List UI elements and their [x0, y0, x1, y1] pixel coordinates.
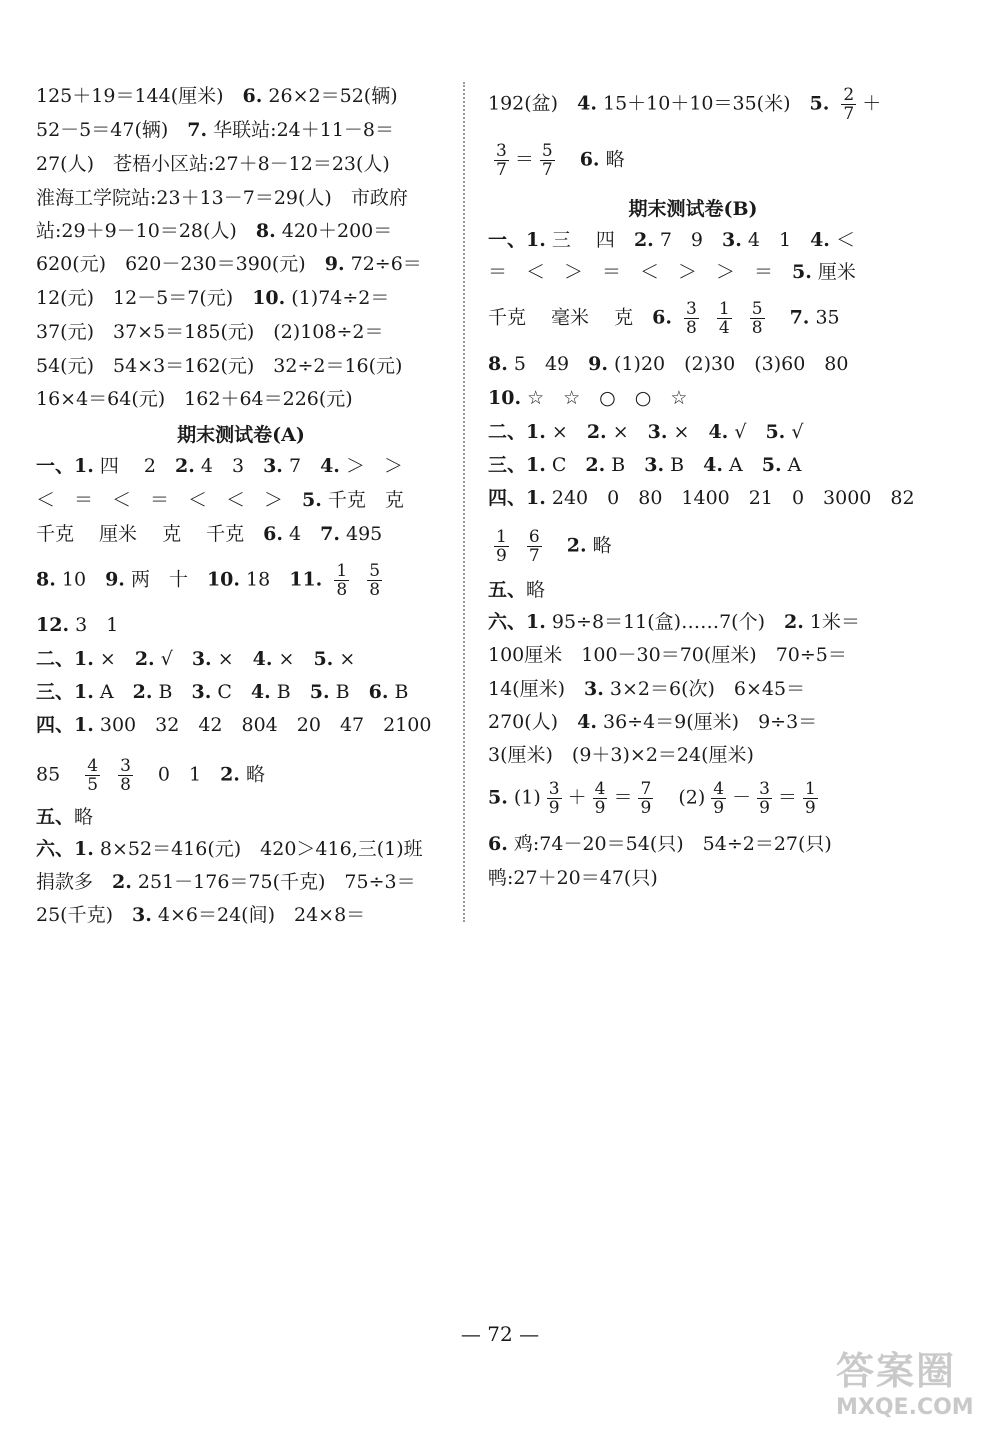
answer-line: 270(人) 4. 36÷4＝9(厘米) 9÷3＝: [488, 711, 818, 733]
answer-line: 千克 毫米 克 6. $\frac{3}{8}$ $\frac{1}{4}$ $\frac{5}{8}$ 7. 35: [488, 299, 840, 338]
answer-line: 12. 3 1: [36, 614, 119, 636]
answer-line: 四、1. 240 0 80 1400 21 0 3000 82: [488, 487, 915, 509]
answer-line: 三、1. C 2. B 3. B 4. A 5. A: [488, 454, 802, 476]
fraction: $\frac{4}{5}$: [87, 756, 99, 795]
answer-line: 五、略: [36, 806, 94, 828]
page-number: — 72 —: [460, 1322, 540, 1346]
answer-line: 85 $\frac{4}{5}$ $\frac{3}{8}$ 0 1 2. 略: [36, 756, 265, 795]
answer-line: 二、1. × 2. × 3. × 4. √ 5. √: [488, 421, 804, 443]
answer-line: 37(元) 37×5＝185(元) (2)108÷2＝: [36, 321, 384, 343]
fraction: $\frac{5}{7}$: [541, 141, 553, 180]
fraction: $\frac{4}{9}$: [594, 779, 606, 818]
answer-line: 27(人) 苍梧小区站:27＋8－12＝23(人): [36, 153, 390, 175]
answer-line: 五、略: [488, 579, 546, 601]
fraction: $\frac{1}{9}$: [496, 527, 507, 566]
answer-line: 6. 鸡:74－20＝54(只) 54÷2＝27(只): [488, 833, 832, 855]
fraction: $\frac{1}{8}$: [336, 561, 348, 600]
answer-line: 一、1. 三 四 2. 7 9 3. 4 1 4. ＜: [488, 229, 855, 251]
answer-line: 12(元) 12－5＝7(元) 10. (1)74÷2＝: [36, 287, 390, 309]
answer-line: 捐款多 2. 251－176＝75(千克) 75÷3＝: [36, 871, 416, 893]
answer-line: 52－5＝47(辆) 7. 华联站:24＋11－8＝: [36, 119, 395, 141]
answer-line: 千克 厘米 克 千克 6. 4 7. 495: [36, 523, 383, 545]
watermark-url: MXQE.COM: [836, 1395, 974, 1420]
section-title: 期末测试卷(A): [177, 424, 305, 446]
column-divider: [463, 82, 465, 922]
fraction: $\frac{4}{9}$: [713, 779, 725, 818]
answer-line: 54(元) 54×3＝162(元) 32÷2＝16(元): [36, 355, 403, 377]
answer-line: $\frac{3}{7}$ ＝ $\frac{5}{7}$ 6. 略: [496, 141, 625, 180]
answer-line: ＜ ＝ ＜ ＝ ＜ ＜ ＞ 5. 千克 克: [36, 489, 404, 511]
answer-line: 192(盆) 4. 15＋10＋10＝35(米) 5. $\frac{2}{7}$ ＋: [488, 85, 882, 124]
answer-line: 六、1. 8×52＝416(元) 420＞416,三(1)班: [36, 838, 423, 860]
answer-line: 125＋19＝144(厘米) 6. 26×2＝52(辆): [36, 85, 398, 107]
answer-line: 8. 5 49 9. (1)20 (2)30 (3)60 80: [488, 353, 849, 375]
fraction: $\frac{3}{7}$: [496, 141, 507, 180]
fraction: $\frac{1}{4}$: [718, 299, 730, 338]
answer-line: $\frac{1}{9}$ $\frac{6}{7}$ 2. 略: [496, 527, 612, 566]
answer-line: 一、1. 四 2 2. 4 3 3. 7 4. ＞ ＞: [36, 455, 403, 477]
answer-line: 16×4＝64(元) 162＋64＝226(元): [36, 388, 353, 410]
fraction: $\frac{5}{8}$: [369, 561, 381, 600]
section-title: 期末测试卷(B): [628, 198, 758, 220]
answer-line: 100厘米 100－30＝70(厘米) 70÷5＝: [488, 644, 847, 666]
answer-line: 10. ☆ ☆ ○ ○ ☆: [488, 387, 688, 409]
answer-line: 3(厘米) (9＋3)×2＝24(厘米): [488, 744, 754, 766]
fraction: $\frac{6}{7}$: [528, 527, 540, 566]
fraction: $\frac{5}{8}$: [751, 299, 763, 338]
answer-line: 三、1. A 2. B 3. C 4. B 5. B 6. B: [36, 681, 409, 703]
answer-line: 14(厘米) 3. 3×2＝6(次) 6×45＝: [488, 678, 806, 700]
answer-line: ＝ ＜ ＞ ＝ ＜ ＞ ＞ ＝ 5. 厘米: [488, 261, 856, 283]
fraction: $\frac{3}{8}$: [685, 299, 697, 338]
answer-line: 淮海工学院站:23＋13－7＝29(人) 市政府: [36, 187, 408, 209]
fraction: $\frac{1}{9}$: [804, 779, 816, 818]
watermark-logo: [836, 1340, 986, 1422]
fraction: $\frac{3}{9}$: [759, 779, 770, 818]
fraction: $\frac{7}{9}$: [640, 779, 652, 818]
answer-line: 站:29＋9－10＝28(人) 8. 420＋200＝: [36, 220, 393, 242]
fraction: $\frac{2}{7}$: [843, 85, 855, 124]
answer-line: 四、1. 300 32 42 804 20 47 2100: [36, 714, 432, 736]
watermark-text: 答案圈: [836, 1349, 957, 1393]
answer-line: 二、1. × 2. √ 3. × 4. × 5. ×: [36, 648, 356, 670]
answer-line: 5. (1) $\frac{3}{9}$ ＋ $\frac{4}{9}$ ＝ $\frac{7}{9}$ (2) $\frac{4}{9}$ － $\frac{3}{9}$ ＝ $\frac{1}{9}$: [488, 779, 816, 818]
answer-line: 25(千克) 3. 4×6＝24(间) 24×8＝: [36, 904, 366, 926]
answer-line: 六、1. 95÷8＝11(盒)……7(个) 2. 1米＝: [488, 611, 860, 633]
answer-line: 620(元) 620－230＝390(元) 9. 72÷6＝: [36, 253, 422, 275]
fraction: $\frac{3}{8}$: [120, 756, 131, 795]
answer-line: 鸭:27＋20＝47(只): [488, 867, 658, 889]
answer-line: 8. 10 9. 两 十 10. 18 11. $\frac{1}{8}$ $\frac{5}{8}$: [36, 561, 381, 600]
fraction: $\frac{3}{9}$: [548, 779, 560, 818]
